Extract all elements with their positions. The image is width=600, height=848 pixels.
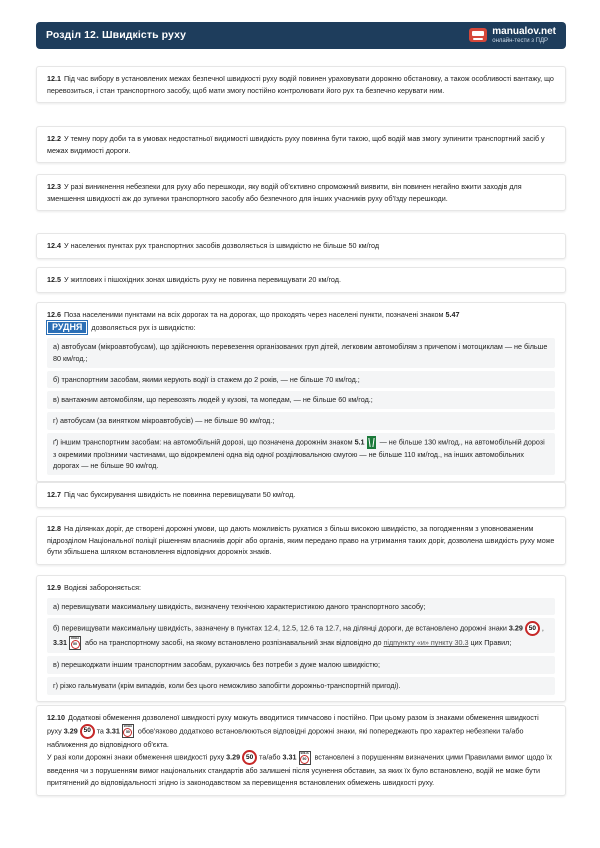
sub-item-text: цих Правил; [470,638,512,648]
rule-text: У темну пору доби та в умовах недостатньої видимості швидкість руху повинна бути такою, щоб водій мав змогу зупинити транспортний засіб у межах видимості дороги. [47,134,545,155]
rule-text: У населених пунктах рух транспортних засобів дозволяється із швидкістю не більше 50 км/год [64,241,380,250]
speed-zone-sign-icon: ЗОНА 50 [122,724,134,738]
speed-limit-sign-icon: 50 [525,621,540,636]
section-title: Розділ 12. Швидкість руху [46,29,187,41]
sign-ref: 3.29 [508,623,523,633]
rule-12-5 [36,267,566,293]
sign-ref: 3.31 [282,752,297,762]
sub-item-e [47,433,555,475]
rule-number: 12.3 [47,182,61,191]
rule-12-6 [36,302,566,482]
bus-logo-icon [469,28,487,42]
rule-12-9 [36,575,566,702]
rule-text: Додаткові обмеження дозволеної швидкості руху можуть вводитися тимчасово і постійно. При цьому разом із знаками обмеження швидкості руху [47,713,539,736]
rule-number: 12.8 [47,524,61,533]
rule-number: 12.10 [47,713,65,722]
sign-ref: 5.1 [354,437,365,447]
rule-text: Під час буксирування швидкість не повинна перевищувати 50 км/год. [64,490,296,499]
sign-ref: 5.47 [445,310,460,319]
rule-link[interactable]: підпункту «и» пункту 30.3 [383,638,469,648]
rule-number: 12.9 [47,583,61,592]
speed-limit-sign-icon: 50 [80,724,95,739]
sub-item-text: — не більше 130 км/год., на автомобільній дорозі з окремими проїзними частинами, що відокремлені одна від одної розділювальною смугою — не більше 110 км/год., на інших автомобільних дорогах — не більше 90 км/год. [53,437,545,471]
rule-12-2 [36,126,566,163]
rule-text: дозволяється рух із швидкістю: [91,322,196,332]
rule-number: 12.1 [47,74,61,83]
rule-12-3 [36,174,566,211]
sub-item-b: б) транспортним засобам, якими керують водії із стажем до 2 років, — не більше 70 км/год.; [47,371,555,389]
rule-12-1 [36,66,566,103]
sub-item-a: а) автобусам (мікроавтобусам), що здійснюють перевезення організованих груп дітей, легковим автомобілям з причепом і мотоциклам — не більше 80 км/год.; [47,338,555,367]
sub-item-a: а) перевищувати максимальну швидкість, визначену технічною характеристикою даного транспортного засобу; [47,598,555,616]
sign-ref: 3.29 [226,752,241,762]
conjunction: та/або [259,752,281,762]
brand-logo-link[interactable] [469,27,556,44]
motorway-sign-icon [367,436,376,449]
rule-12-7 [36,482,566,508]
rule-text: Водієві забороняється: [64,583,141,592]
sub-item-text: або на транспортному засобі, на якому встановлено розпізнавальний знак відповідно до [85,638,382,648]
sub-item-c: в) вантажним автомобілям, що перевозять людей у кузові, та мопедам, — не більше 60 км/год.; [47,391,555,409]
settlement-sign-icon: РУДНЯ [47,321,87,335]
rule-number: 12.2 [47,134,61,143]
sub-item-b: б) перевищувати максимальну швидкість, зазначену в пунктах 12.4, 12.5, 12.6 та 12.7, на ділянці дороги, де встановлено дорожні знаки 3.29 50 , 3.31 ЗОНА 50 або на транспортному засобі, на якому встановлено розпізнавальний знак відповідно до підпункту «и» пункту 30.3 цих Правил; [47,618,555,653]
rule-text: У житлових і пішохідних зонах швидкість руху не повинна перевищувати 20 км/год. [64,275,341,284]
rule-number: 12.5 [47,275,61,284]
sub-item-text: б) перевищувати максимальну швидкість, зазначену в пунктах 12.4, 12.5, 12.6 та 12.7, на ділянці дороги, де встановлено дорожні знаки [53,623,507,633]
rule-text: У разі виникнення небезпеки для руху або перешкоди, яку водій об'єктивно спроможний виявити, він повинен негайно вжити заходів для зменшення швидкості аж до зупинки транспортного засобу або безпечного для інших учасників руху об'їзду перешкоди. [47,182,522,203]
brand-name: manualov.net [492,26,556,38]
rule-number: 12.7 [47,490,61,499]
sub-item-text: ґ) іншим транспортним засобам: на автомобільній дорозі, що позначена дорожнім знаком [53,437,353,447]
conjunction: та [96,726,104,736]
rule-12-10 [36,705,566,796]
rule-number: 12.4 [47,241,61,250]
sign-ref: 3.31 [105,726,120,736]
speed-limit-sign-icon: 50 [242,750,257,765]
rule-12-8 [36,516,566,565]
brand-subtitle: онлайн-тести з ПДР [492,37,549,44]
speed-zone-sign-icon: ЗОНА 50 [299,751,311,765]
sub-item-c: в) перешкоджати іншим транспортним засобам, рухаючись без потреби з дуже малою швидкістю; [47,656,555,674]
sign-ref: 3.29 [63,726,78,736]
section-header [36,22,566,49]
rule-text: встановлені з порушенням визначених цими Правилами вимог щодо їх введення чи з порушенням вимог національних стандартів або залишені після усунення обставин, за яких їх було встановлено, водій не може бути притягнений до відповідальності згідно із законодавством за перевищення встановлених обмежень швидкості руху. [47,752,552,787]
rule-12-4 [36,233,566,259]
speed-zone-sign-icon: ЗОНА 50 [69,636,81,650]
sub-item-d: г) автобусам (за винятком мікроавтобусів) — не більше 90 км/год.; [47,412,555,430]
rule-text: Під час вибору в установлених межах безпечної швидкості руху водій повинен ураховувати дорожню обстановку, а також особливості вантажу, що перевозиться, і стан транспортного засобу, щоб мати змогу постійно контролювати його рух та безпечно керувати ним. [47,74,554,95]
sub-item-d: г) різко гальмувати (крім випадків, коли без цього неможливо запобігти дорожньо-транспортній пригоді). [47,677,555,695]
rule-text: Поза населеними пунктами на всіх дорогах та на дорогах, що проходять через населені пункти, позначені знаком [64,310,444,319]
sign-ref: 3.31 [53,638,67,648]
rule-text: обов'язково додатково встановлюються відповідні дорожні знаки, які попереджають про характер небезпеки та/або наближення до відповідного об'єкта. [47,726,524,749]
rule-text: На ділянках доріг, де створені дорожні умови, що дають можливість рухатися з більш високою швидкістю, за погодженням з уповноваженим підрозділом Національної поліції рішенням власників доріг або органів, яким передано право на утримання таких доріг, дозволена швидкість руху може бути збільшена шляхом встановлення відповідних дорожніх знаків. [47,524,555,557]
rule-number: 12.6 [47,310,61,319]
rule-text: У разі коли дорожні знаки обмеження швидкості руху [47,752,225,762]
